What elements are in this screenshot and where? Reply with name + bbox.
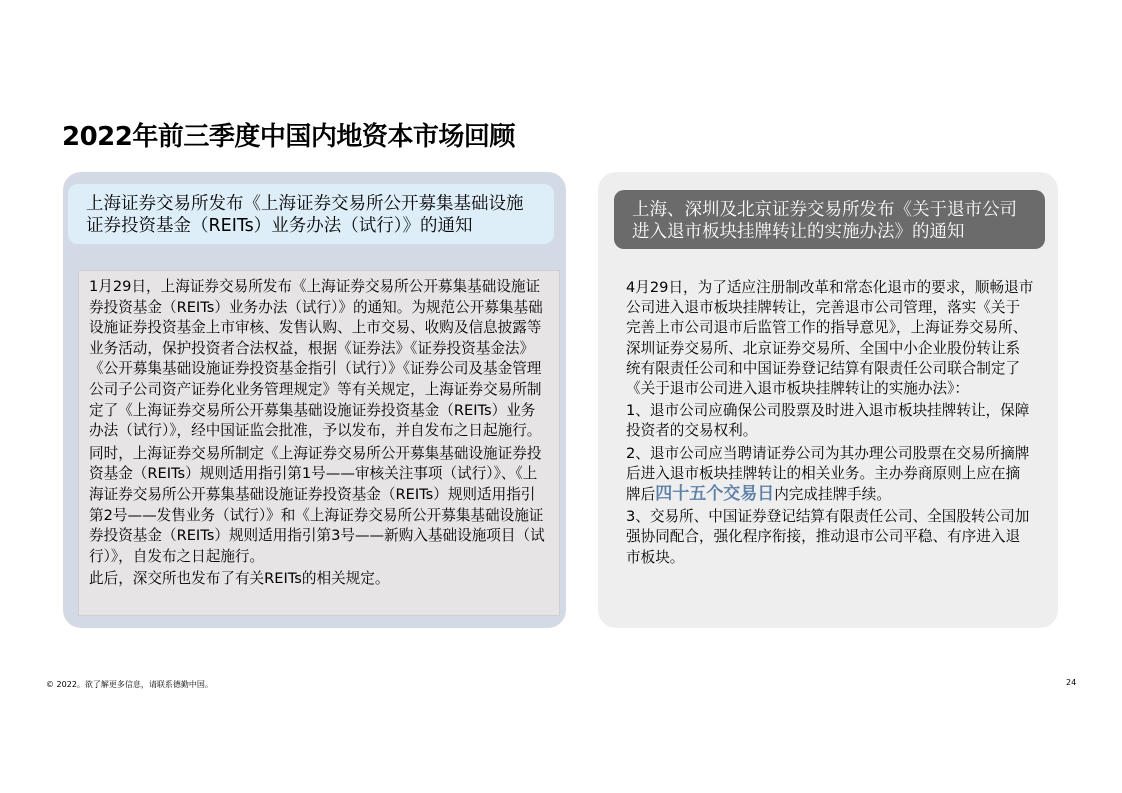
right-panel <box>598 172 1058 628</box>
footer-copyright: © 2022。欲了解更多信息，请联系德勤中国。 <box>46 680 213 689</box>
left-panel-header: 上海证券交易所发布《上海证券交易所公开募集基础设施证券投资基金（REITs）业务办法（试行）》的通知 <box>68 184 554 244</box>
right-item-3: 3、交易所、中国证券登记结算有限责任公司、全国股转公司加强协同配合，强化程序衔接，推动退市公司平稳、有序进入退市板块。 <box>626 508 1030 566</box>
left-panel-body <box>78 270 560 616</box>
right-intro: 4月29日，为了适应注册制改革和常态化退市的要求，顺畅退市公司进入退市板块挂牌转让，完善退市公司管理，落实《关于完善上市公司退市后监管工作的指导意见》，上海证券交易所、深圳证券交易所、北京证券交易所、全国中小企业股份转让系统有限责任公司和中国证券登记结算有限责任公司联合制定了《关于退市公司进入退市板块挂牌转让的实施办法》： <box>626 279 1034 398</box>
right-item-2-before: 2、退市公司应当聘请证券公司为其办理公司股票在交易所摘牌后进入退市板块挂牌转让的相关业务。主办券商原则上应在摘牌后 <box>626 444 1030 504</box>
left-panel <box>63 172 566 628</box>
left-paragraph-3: 此后，深交所也发布了有关REITs的相关规定。 <box>89 570 390 588</box>
highlight-trading-days: 四十五个交易日 <box>655 484 775 505</box>
right-item-1: 1、退市公司应确保公司股票及时进入退市板块挂牌转让，保障投资者的交易权利。 <box>626 402 1030 440</box>
right-panel-header: 上海、深圳及北京证券交易所发布《关于退市公司进入退市板块挂牌转让的实施办法》的通知 <box>614 190 1045 249</box>
right-item-2 <box>626 444 1034 506</box>
left-paragraph-1: 1月29日，上海证券交易所发布《上海证券交易所公开募集基础设施证券投资基金（REITs）业务办法（试行）》的通知。为规范公开募集基础设施证券投资基金上市审核、发售认购、上市交易、收购及信息披露等业务活动，保护投资者合法权益，根据《证券法》《证券投资基金法》《公开募集基础设施证券投资基金指引（试行）》《证券公司及基金管理公司子公司资产证券化业务管理规定》等有关规定，上海证券交易所制定了《上海证券交易所公开募集基础设施证券投资基金（REITs）业务办法（试行）》，经中国证监会批准，予以发布，并自发布之日起施行。 <box>89 278 543 440</box>
right-item-2-after: 内完成挂牌手续。 <box>774 486 891 504</box>
page-title: 2022年前三季度中国内地资本市场回顾 <box>62 122 515 152</box>
right-panel-body <box>626 278 1034 570</box>
left-paragraph-2: 同时，上海证券交易所制定《上海证券交易所公开募集基础设施证券投资基金（REITs）规则适用指引第1号——审核关注事项（试行）》、《上海证券交易所公开募集基础设施证券投资基金（REITs）规则适用指引第2号——发售业务（试行）》和《上海证券交易所公开募集基础设施证券投资基金（REITs）规则适用指引第3号——新购入基础设施项目（试行）》，自发布之日起施行。 <box>89 444 545 565</box>
page-number: 24 <box>1066 678 1077 687</box>
